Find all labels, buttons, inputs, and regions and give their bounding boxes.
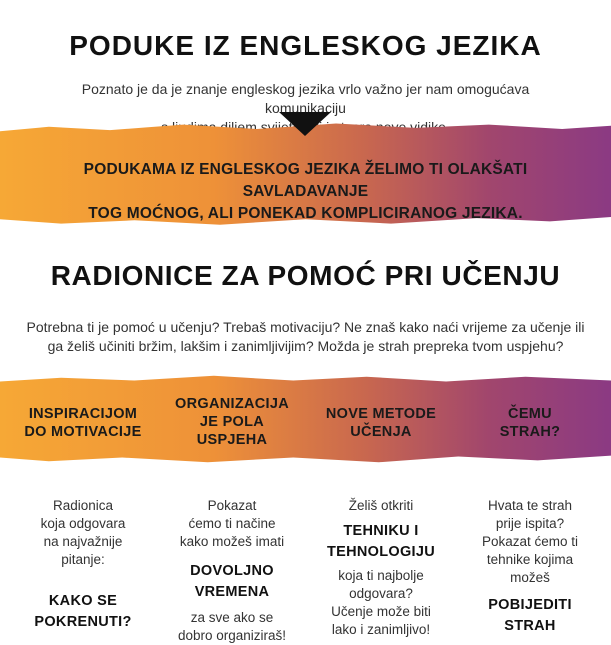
- heading-line: DO MOTIVACIJE: [24, 424, 142, 440]
- workshop-description: [158, 497, 306, 645]
- emphasis-line: TEHNOLOGIJU: [326, 544, 436, 560]
- down-arrow-icon: [518, 468, 542, 482]
- desc-line: lako i zanimljivo!: [331, 622, 431, 637]
- desc-line: koja ti najbolje: [338, 568, 424, 583]
- heading-line: JE POLA: [199, 414, 265, 430]
- emphasis-line: POBIJEDITI: [488, 597, 572, 613]
- desc-line: prije ispita?: [495, 516, 565, 531]
- down-arrow-icon: [369, 468, 393, 482]
- heading-line: ČEMU: [508, 406, 552, 422]
- desc-line: tehnike kojima: [486, 552, 574, 567]
- page-title: PODUKE IZ ENGLESKOG JEZIKA: [69, 30, 542, 61]
- desc-line: Učenje može biti: [331, 604, 431, 619]
- emphasis-line: STRAH: [504, 618, 556, 634]
- section-intro-line: Potrebna ti je pomoć u učenju? Trebaš motivaciju? Ne znaš kako naći vrijeme za učenje ili: [26, 319, 585, 335]
- desc-line: Želiš otkriti: [348, 498, 414, 513]
- desc-line: dobro organiziraš!: [177, 628, 287, 643]
- section-title: RADIONICE ZA POMOĆ PRI UČENJU: [50, 260, 561, 291]
- workshop-heading: [158, 395, 306, 449]
- desc-line: koja odgovara: [40, 516, 126, 531]
- intro-line: Poznato je da je znanje engleskog jezika vrlo važno jer nam omogućava komunikaciju: [81, 81, 530, 116]
- heading-line: UČENJA: [350, 424, 412, 440]
- heading-line: ORGANIZACIJA: [175, 396, 289, 412]
- desc-line: možeš: [510, 570, 550, 585]
- workshop-description: [306, 497, 456, 639]
- heading-line: USPJEHA: [196, 432, 268, 448]
- triangle-pointer-icon: [279, 112, 331, 136]
- down-arrow-icon: [220, 468, 244, 482]
- desc-line: odgovara?: [349, 586, 413, 601]
- section-intro: [20, 318, 591, 356]
- emphasis-line: VREMENA: [194, 584, 270, 600]
- desc-line: Hvata te strah: [487, 498, 573, 513]
- banner-text: [30, 159, 581, 225]
- desc-line: ćemo ti načine: [188, 516, 276, 531]
- workshop-heading: [456, 405, 604, 441]
- workshop-heading: [306, 405, 456, 441]
- desc-line: kako možeš imati: [179, 534, 285, 549]
- desc-line: Radionica: [52, 498, 114, 513]
- down-arrow-icon: [71, 468, 95, 482]
- workshop-description: [456, 497, 604, 637]
- desc-line: na najvažnije: [43, 534, 123, 549]
- workshop-heading: [8, 405, 158, 441]
- heading-line: STRAH?: [499, 424, 561, 440]
- emphasis-line: POKRENUTI?: [34, 614, 132, 630]
- banner-line: PODUKAMA IZ ENGLESKOG JEZIKA ŽELIMO TI OLAKŠATI SAVLADAVANJE: [83, 161, 528, 200]
- emphasis-line: DOVOLJNO: [190, 563, 274, 579]
- desc-line: pitanje:: [61, 552, 105, 567]
- desc-line: za sve ako se: [190, 610, 274, 625]
- heading-line: NOVE METODE: [325, 406, 437, 422]
- desc-line: Pokazat: [207, 498, 257, 513]
- desc-line: Pokazat ćemo ti: [481, 534, 579, 549]
- section-intro-line: ga želiš učiniti bržim, lakšim i zanimljivijim? Možda je strah prepreka tvom uspjehu?: [47, 338, 564, 354]
- heading-line: INSPIRACIJOM: [28, 406, 138, 422]
- emphasis-line: KAKO SE: [48, 593, 118, 609]
- workshop-description: [8, 497, 158, 633]
- banner-line: TOG MOĆNOG, ALI PONEKAD KOMPLICIRANOG JEZIKA.: [88, 205, 523, 222]
- emphasis-line: TEHNIKU I: [343, 523, 419, 539]
